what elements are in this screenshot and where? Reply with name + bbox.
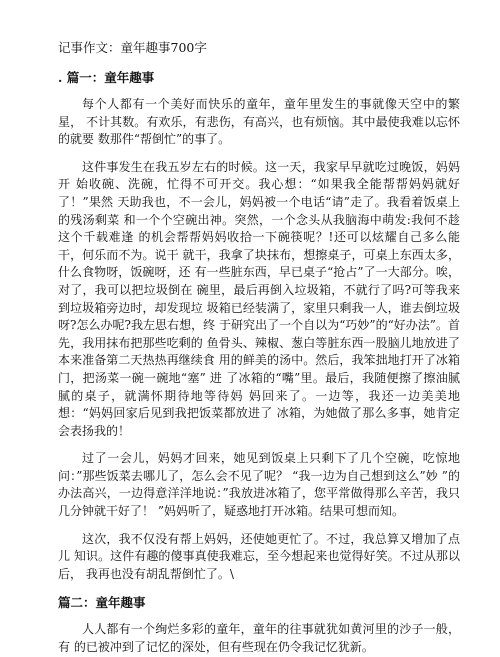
section-heading-2: 篇二：童年趣事 [58,595,146,611]
section-heading-1: . 篇一：童年趣事 [58,70,155,85]
paragraph: 这次，我不仅没有帮上妈妈，还使她更忙了。不过，我总算又增加了点儿 知识。这件有趣的傻事真使我难忘，至今想起来也觉得好笑。不过从那以后， 我再也没有胡乱帮倒忙了。\ [58,531,460,581]
document-title: 记事作文：童年趣事700字 [58,40,207,55]
paragraph: 人人都有一个绚烂多彩的童年，童年的往事就犹如黄河里的沙子一般，有 的已被冲到了记忆的深处，但有些现在仍令我记忆犹新。 [58,622,460,655]
paragraph: 每个人都有一个美好而快乐的童年，童年里发生的事就像天空中的繁星， 不计其数。有欢乐，有悲伤，有高兴，也有烦恼。其中最使我难以忘怀的就要 数那件“帮倒忙”的事了。 [58,97,460,147]
paragraph: 过了一会儿，妈妈才回来，她见到饭桌上只剩下了几个空碗，吃惊地 问：”那些饭菜去哪儿了，怎么会不见了呢？ “我一边为自己想到这么”妙 ”的 办法高兴，一边得意洋洋地说：”我放进冰箱了，您平常做得那么辛苦，我只 几分钟就干好了！ ”妈妈听了，疑惑地打开冰箱。结果可想而知。 [58,451,460,519]
paragraph: 这件事发生在我五岁左右的时候。这一天，我家早早就吃过晚饭，妈妈开 始收碗、洗碗，忙得不可开交。我心想：“如果我全能帮帮妈妈就好了！”果然 天助我也，不一会儿，妈妈被一个电话“请”走了。我看着饭桌上的残汤剩菜 和一个个空碗出神。突然，一个念头从我脑海中萌发:我何不趁这个千载难逢 的机会帮帮妈妈收拾一下碗筷呢？!还可以炫耀自己多么能干，何乐而不为。说干 就干，我拿了块抹布，想擦桌子，可桌上东西太多，什么食物呀，饭碗呀，还 有一些脏东西，早已桌子“抢占”了一大部分。唉，对了，我可以把垃圾倒在 碗里，最后再倒入垃圾箱，不就行了吗?可等我来到垃圾箱旁边时，却发现垃 圾箱已经装满了，家里只剩我一人，谁去倒垃圾呀?怎么办呢?我左思右想，终 于研究出了一个自以为“巧妙”的“好办法”。首先，我用抹布把那些吃剩的 鱼骨头、辣椒、葱白等脏东西一股脑儿地放进了本来准备第二天热热再继续食 用的鲜美的汤中。然后，我笨拙地打开了冰箱门，把汤菜一碗一碗地“塞” 进 了冰箱的“嘴”里。最后，我随便擦了擦油腻腻的桌子，就满怀期待地等待妈 妈回来了。一边等，我还一边美美地想：“妈妈回家后见到我把饭菜都放进了 冰箱，为她做了那么多事，她肯定会表扬我的！ [58,159,460,438]
